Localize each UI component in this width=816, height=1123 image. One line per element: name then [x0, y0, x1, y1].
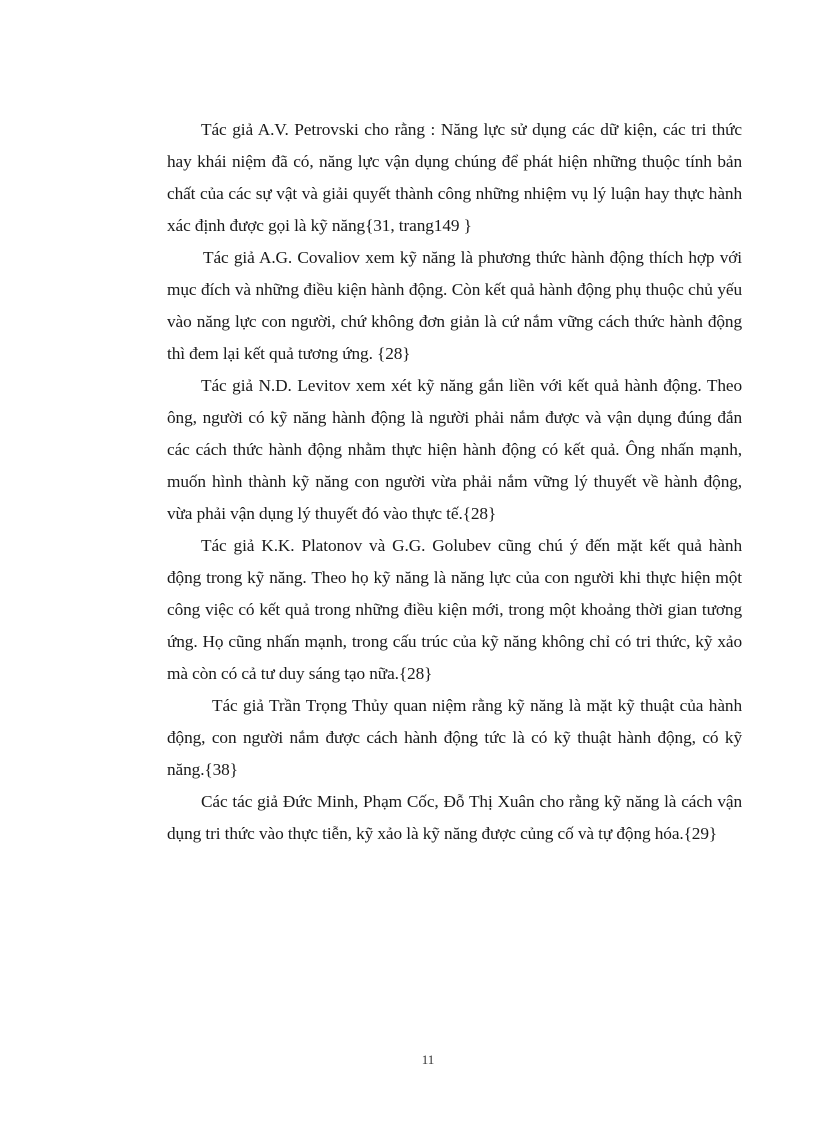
page-number: 11: [421, 1052, 435, 1067]
body-text: [167, 114, 742, 850]
paragraph-covaliov: Tác giả A.G. Covaliov xem kỹ năng là phương thức hành động thích hợp với mục đích và những điều kiện hành động. Còn kết quả hành động phụ thuộc chủ yếu vào năng lực con người, chứ không đơn giản là cứ nắm vững cách thức hành động thì đem lại kết quả tương ứng. {28}: [167, 248, 742, 363]
paragraph-petrovski: Tác giả A.V. Petrovski cho rằng : Năng lực sử dụng các dữ kiện, các tri thức hay khái niệm đã có, năng lực vận dụng chúng để phát hiện những thuộc tính bản chất của các sự vật và giải quyết thành công những nhiệm vụ lý luận hay thực hành xác định được gọi là kỹ năng{31, trang149 }: [167, 120, 742, 235]
paragraph-tran-trong-thuy: Tác giả Trần Trọng Thủy quan niệm rằng kỹ năng là mặt kỹ thuật của hành động, con người nắm được cách hành động tức là có kỹ thuật hành động, có kỹ năng.{38}: [167, 696, 742, 779]
paragraph-duc-minh: Các tác giả Đức Minh, Phạm Cốc, Đỗ Thị Xuân cho rằng kỹ năng là cách vận dụng tri thức vào thực tiễn, kỹ xảo là kỹ năng được củng cố và tự động hóa.{29}: [167, 792, 742, 843]
paragraph-platonov-golubev: Tác giả K.K. Platonov và G.G. Golubev cũng chú ý đến mặt kết quả hành động trong kỹ năng. Theo họ kỹ năng là năng lực của con người khi thực hiện một công việc có kết quả trong những điều kiện mới, trong một khoảng thời gian tương ứng. Họ cũng nhấn mạnh, trong cấu trúc của kỹ năng không chỉ có tri thức, kỹ xảo mà còn có cả tư duy sáng tạo nữa.{28}: [167, 536, 742, 683]
paragraph-levitov: Tác giả N.D. Levitov xem xét kỹ năng gắn liền với kết quả hành động. Theo ông, người có kỹ năng hành động là người phải nắm được và vận dụng đúng đắn các cách thức hành động nhằm thực hiện hành động có kết quả. Ông nhấn mạnh, muốn hình thành kỹ năng con người vừa phải nắm vững lý thuyết về hành động, vừa phải vận dụng lý thuyết đó vào thực tế.{28}: [167, 376, 742, 523]
